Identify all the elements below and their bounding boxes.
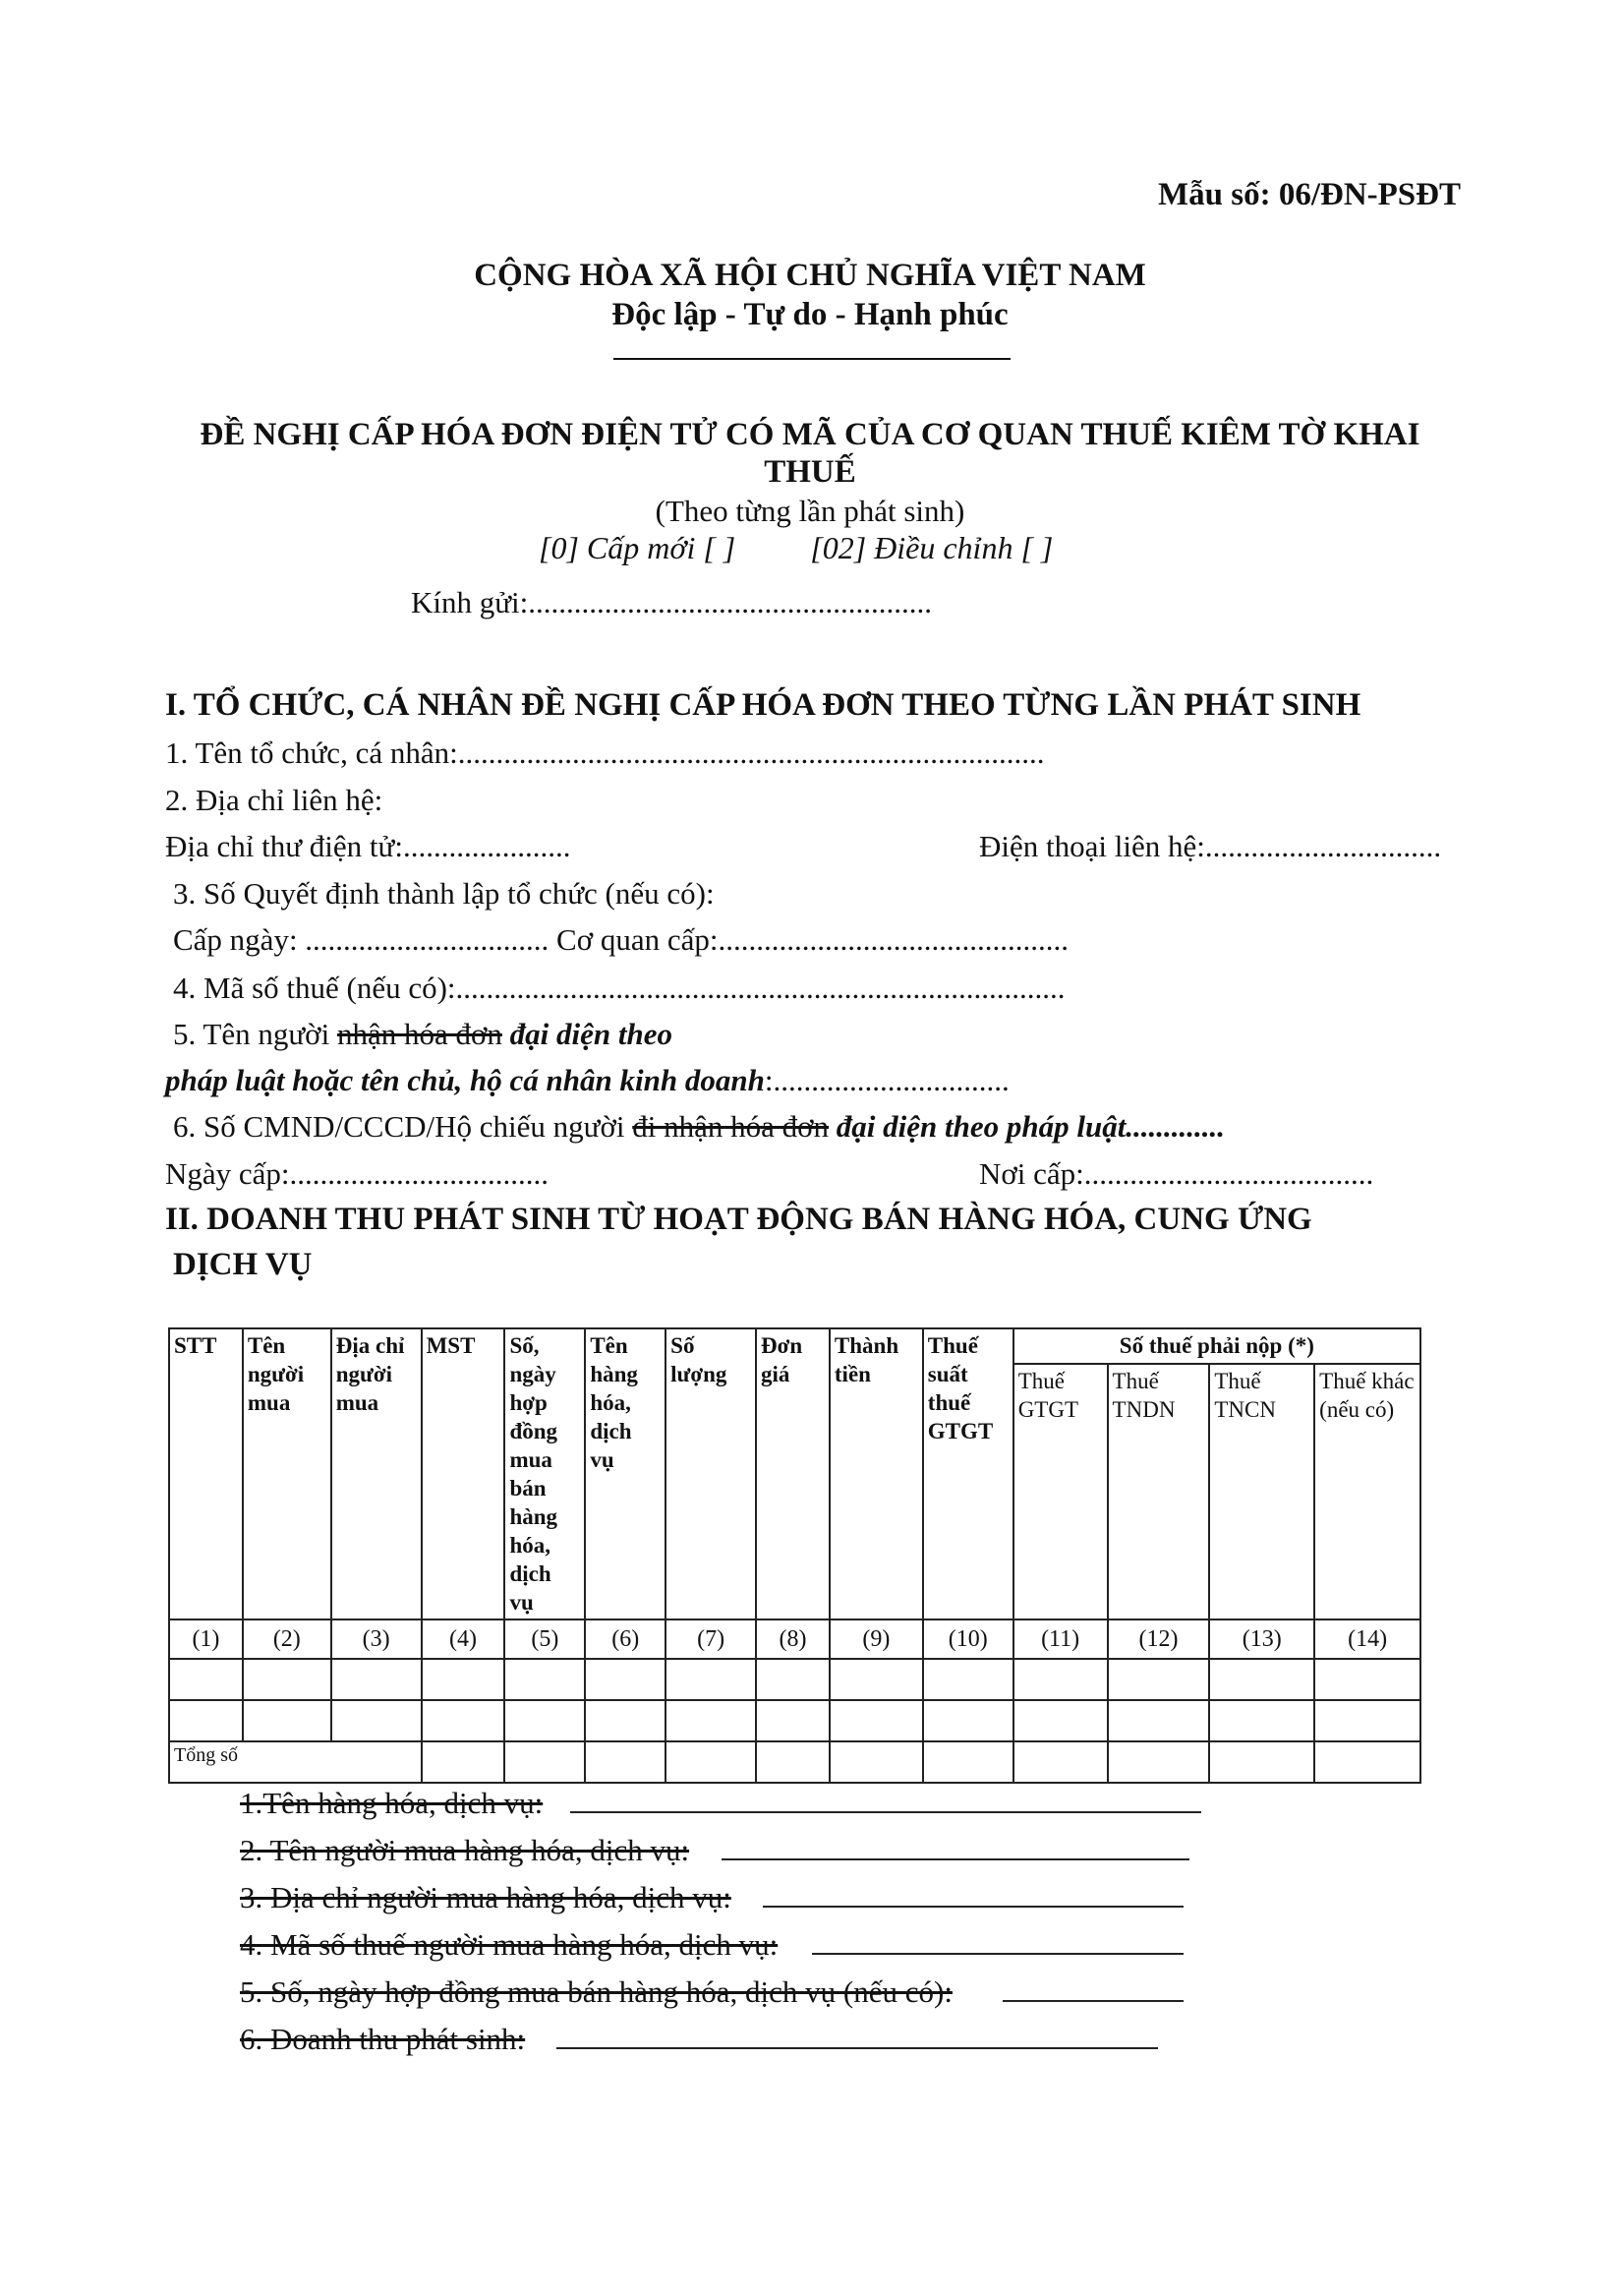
- col-goods-header: Tên hàng hóa, dịch vụ: [585, 1328, 665, 1619]
- column-number-cell: (5): [504, 1619, 585, 1659]
- column-number-cell: (9): [830, 1619, 923, 1659]
- col-buyer-name-header: Tên người mua: [243, 1328, 331, 1619]
- table-cell[interactable]: [1108, 1741, 1210, 1783]
- table-cell[interactable]: [422, 1741, 505, 1783]
- decision-number-label: 3. Số Quyết định thành lập tổ chức (nếu có):: [173, 876, 715, 911]
- total-label: Tổng số: [169, 1741, 422, 1783]
- struck-item-buyer-address: 3. Địa chỉ người mua hàng hóa, dịch vụ:: [240, 1880, 731, 1914]
- struck-item-contract: 5. Số, ngày hợp đồng mua bán hàng hóa, dịch vụ (nếu có):: [240, 1974, 953, 2009]
- representative-line2-dots: :...............................: [764, 1063, 1010, 1097]
- revenue-table-container: [168, 1327, 1421, 1784]
- col-amount-header: Thành tiền: [830, 1328, 923, 1619]
- column-number-cell: (14): [1314, 1619, 1420, 1659]
- table-cell[interactable]: [422, 1700, 505, 1741]
- representative-struck-text: nhận hóa đơn: [336, 1017, 502, 1051]
- table-cell[interactable]: [756, 1700, 830, 1741]
- table-cell[interactable]: [830, 1700, 923, 1741]
- table-cell[interactable]: [665, 1659, 756, 1700]
- table-cell[interactable]: [169, 1659, 243, 1700]
- column-number-cell: (13): [1209, 1619, 1314, 1659]
- table-cell[interactable]: [1209, 1741, 1314, 1783]
- table-row: [169, 1700, 1420, 1741]
- table-cell[interactable]: [331, 1659, 422, 1700]
- table-cell[interactable]: [585, 1741, 665, 1783]
- struck-item-goods: 1.Tên hàng hóa, dịch vụ:: [240, 1786, 544, 1820]
- id-issue-place-field[interactable]: Nơi cấp:......................................: [979, 1156, 1374, 1191]
- struck-item-buyer-tax-code: 4. Mã số thuế người mua hàng hóa, dịch vụ:: [240, 1927, 779, 1962]
- section-2-heading-line2: DỊCH VỤ: [173, 1247, 313, 1282]
- table-cell[interactable]: [1013, 1700, 1108, 1741]
- recipient-field[interactable]: Kính gửi:.....................................................: [411, 585, 933, 619]
- table-cell[interactable]: [756, 1659, 830, 1700]
- table-cell[interactable]: [331, 1700, 422, 1741]
- table-cell[interactable]: [665, 1700, 756, 1741]
- option-adjust-checkbox[interactable]: [02] Điều chỉnh [ ]: [810, 530, 1054, 565]
- col-tax-pit-header: Thuế TNCN: [1209, 1364, 1314, 1619]
- table-cell[interactable]: [1314, 1700, 1420, 1741]
- table-cell[interactable]: [504, 1659, 585, 1700]
- document-title-line1: ĐỀ NGHỊ CẤP HÓA ĐƠN ĐIỆN TỬ CÓ MÃ CỦA CƠ QUAN THUẾ KIÊM TỜ KHAI: [200, 417, 1420, 452]
- table-cell[interactable]: [169, 1700, 243, 1741]
- col-stt-header: STT: [169, 1328, 243, 1619]
- org-name-field[interactable]: 1. Tên tổ chức, cá nhân:.............................................................................: [165, 736, 1045, 770]
- column-number-cell: (8): [756, 1619, 830, 1659]
- table-cell[interactable]: [1013, 1659, 1108, 1700]
- struck-item-revenue: 6. Doanh thu phát sinh:: [240, 2022, 526, 2056]
- column-number-cell: (6): [585, 1619, 665, 1659]
- column-number-cell: (10): [923, 1619, 1013, 1659]
- table-cell[interactable]: [830, 1659, 923, 1700]
- col-quantity-header: Số lượng: [665, 1328, 756, 1619]
- table-cell[interactable]: [830, 1741, 923, 1783]
- column-number-cell: (3): [331, 1619, 422, 1659]
- id-bold-text: đại diện theo pháp luật.............: [829, 1109, 1226, 1144]
- tax-code-field[interactable]: 4. Mã số thuế (nếu có):................................................................................: [173, 971, 1066, 1005]
- option-new-checkbox[interactable]: [0] Cấp mới [ ]: [539, 530, 736, 565]
- col-tax-payable-group-header: Số thuế phải nộp (*): [1013, 1328, 1420, 1364]
- id-prefix: 6. Số CMND/CCCD/Hộ chiếu người: [173, 1109, 633, 1144]
- table-cell[interactable]: [1013, 1741, 1108, 1783]
- motto-underline: [613, 358, 1011, 360]
- table-cell[interactable]: [923, 1741, 1013, 1783]
- request-type-options: [539, 530, 1053, 566]
- struck-item-revenue-underline: [556, 2047, 1158, 2049]
- total-row: [169, 1741, 1420, 1783]
- document-subtitle: (Theo từng lần phát sinh): [655, 494, 965, 528]
- id-number-field[interactable]: [173, 1109, 1225, 1145]
- table-cell[interactable]: [923, 1700, 1013, 1741]
- representative-bold-text: đại diện theo: [501, 1017, 672, 1051]
- table-cell[interactable]: [585, 1659, 665, 1700]
- representative-name-field[interactable]: [165, 1063, 1010, 1098]
- contact-address-label: 2. Địa chỉ liên hệ:: [165, 783, 383, 817]
- id-issue-date-field[interactable]: Ngày cấp:..................................: [165, 1156, 550, 1191]
- column-number-cell: (4): [422, 1619, 505, 1659]
- table-cell[interactable]: [1108, 1700, 1210, 1741]
- column-number-cell: (11): [1013, 1619, 1108, 1659]
- representative-prefix: 5. Tên người: [173, 1017, 337, 1051]
- col-tax-other-header: Thuế khác (nếu có): [1314, 1364, 1420, 1619]
- issue-date-agency-field[interactable]: Cấp ngày: ................................ Cơ quan cấp:..............................................: [173, 922, 1070, 957]
- document-title-line2: THUẾ: [764, 454, 856, 490]
- table-cell[interactable]: [1209, 1659, 1314, 1700]
- table-cell[interactable]: [665, 1741, 756, 1783]
- col-contract-header: Số, ngày hợp đồng mua bán hàng hóa, dịch vụ: [504, 1328, 585, 1619]
- table-cell[interactable]: [504, 1700, 585, 1741]
- table-cell[interactable]: [1314, 1741, 1420, 1783]
- form-number: Mẫu số: 06/ĐN-PSĐT: [1157, 177, 1461, 212]
- table-cell[interactable]: [243, 1659, 331, 1700]
- table-cell[interactable]: [422, 1659, 505, 1700]
- column-number-cell: (2): [243, 1619, 331, 1659]
- struck-item-buyer-tax-code-underline: [812, 1953, 1184, 1955]
- section-1-heading: I. TỔ CHỨC, CÁ NHÂN ĐỀ NGHỊ CẤP HÓA ĐƠN THEO TỪNG LẦN PHÁT SINH: [165, 687, 1361, 723]
- col-vat-rate-header: Thuế suất thuế GTGT: [923, 1328, 1013, 1619]
- column-number-row: [169, 1619, 1420, 1659]
- table-cell[interactable]: [1314, 1659, 1420, 1700]
- col-unit-price-header: Đơn giá: [756, 1328, 830, 1619]
- table-cell[interactable]: [243, 1700, 331, 1741]
- phone-field[interactable]: Điện thoại liên hệ:...............................: [979, 829, 1442, 863]
- email-field[interactable]: Địa chỉ thư điện tử:......................: [165, 829, 571, 863]
- col-tax-cit-header: Thuế TNDN: [1108, 1364, 1210, 1619]
- col-buyer-address-header: Địa chỉ người mua: [331, 1328, 422, 1619]
- column-number-cell: (7): [665, 1619, 756, 1659]
- table-cell[interactable]: [504, 1741, 585, 1783]
- table-cell[interactable]: [923, 1659, 1013, 1700]
- id-struck-text: đi nhận hóa đơn: [632, 1109, 830, 1144]
- representative-line2-text: pháp luật hoặc tên chủ, hộ cá nhân kinh doanh: [165, 1063, 765, 1097]
- table-cell[interactable]: [756, 1741, 830, 1783]
- struck-item-contract-underline: [1003, 2000, 1184, 2002]
- struck-item-goods-underline: [570, 1811, 1201, 1813]
- table-cell[interactable]: [1108, 1659, 1210, 1700]
- table-cell[interactable]: [1209, 1700, 1314, 1741]
- col-mst-header: MST: [422, 1328, 505, 1619]
- representative-name-line1: [173, 1017, 672, 1052]
- column-number-cell: (12): [1108, 1619, 1210, 1659]
- column-number-cell: (1): [169, 1619, 243, 1659]
- table-row: [169, 1659, 1420, 1700]
- col-tax-vat-header: Thuế GTGT: [1013, 1364, 1108, 1619]
- nation-title: CỘNG HÒA XÃ HỘI CHỦ NGHĨA VIỆT NAM: [474, 258, 1146, 293]
- section-2-heading-line1: II. DOANH THU PHÁT SINH TỪ HOẠT ĐỘNG BÁN HÀNG HÓA, CUNG ỨNG: [165, 1202, 1312, 1237]
- struck-item-buyer-address-underline: [763, 1906, 1184, 1908]
- motto: Độc lập - Tự do - Hạnh phúc: [611, 297, 1009, 332]
- struck-item-buyer-name: 2. Tên người mua hàng hóa, dịch vụ:: [240, 1833, 690, 1867]
- struck-item-buyer-name-underline: [722, 1858, 1189, 1860]
- table-cell[interactable]: [585, 1700, 665, 1741]
- revenue-table: [168, 1327, 1421, 1784]
